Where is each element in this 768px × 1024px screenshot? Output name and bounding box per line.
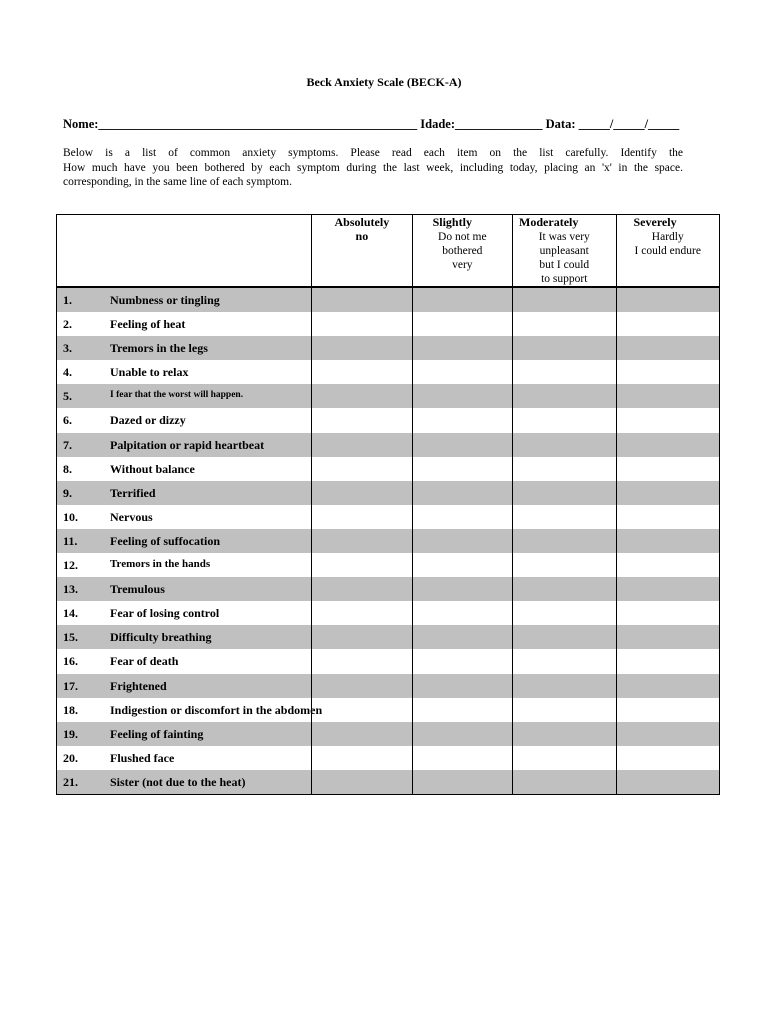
patient-info-fields[interactable]: Nome:___________________________________________________ Idade:______________ Data: _____/_____/_____ (63, 117, 680, 131)
item-number: 10. (63, 509, 78, 524)
answer-cell-severely[interactable] (616, 433, 720, 457)
answer-cell-severely[interactable] (616, 746, 720, 770)
symptom-cell (57, 529, 312, 553)
item-number: 3. (63, 341, 72, 356)
symptom-cell (57, 287, 312, 312)
answer-cell-severely[interactable] (616, 457, 720, 481)
answer-cell-severely[interactable] (616, 408, 720, 432)
header-slightly (412, 215, 512, 288)
symptom-cell (57, 505, 312, 529)
header-title: Severely (633, 215, 677, 229)
item-number: 6. (63, 413, 72, 428)
answer-cell-moderately[interactable] (513, 553, 616, 577)
answer-cell-slightly[interactable] (412, 433, 512, 457)
symptom-label: Difficulty breathing (110, 630, 212, 645)
answer-cell-severely[interactable] (616, 625, 720, 649)
instructions-line-1: Below is a list of common anxiety symptoms. Please read each item on the list carefully. Identify the (63, 147, 683, 159)
answer-cell-moderately[interactable] (513, 770, 616, 795)
answer-cell-absolutely-no[interactable] (312, 287, 412, 312)
item-number: 8. (63, 461, 72, 476)
answer-cell-slightly[interactable] (412, 625, 512, 649)
header-title: Moderately (519, 215, 579, 229)
answer-cell-moderately[interactable] (513, 408, 616, 432)
symptom-cell (57, 336, 312, 360)
answer-cell-slightly[interactable] (412, 601, 512, 625)
answer-cell-severely[interactable] (616, 336, 720, 360)
answer-cell-slightly[interactable] (412, 553, 512, 577)
symptom-cell (57, 577, 312, 601)
item-number: 9. (63, 485, 72, 500)
answer-cell-severely[interactable] (616, 553, 720, 577)
item-number: 16. (63, 654, 78, 669)
symptom-label: Feeling of fainting (110, 726, 204, 741)
table-row (57, 312, 720, 336)
answer-cell-slightly[interactable] (412, 312, 512, 336)
symptom-label: Terrified (110, 485, 156, 500)
header-sub: unpleasant (539, 245, 589, 257)
table-row (57, 625, 720, 649)
answer-cell-absolutely-no[interactable] (312, 529, 412, 553)
table-row (57, 577, 720, 601)
answer-cell-absolutely-no[interactable] (312, 698, 412, 722)
answer-cell-moderately[interactable] (513, 746, 616, 770)
answer-cell-absolutely-no[interactable] (312, 553, 412, 577)
item-number: 11. (63, 533, 78, 548)
table-row (57, 457, 720, 481)
table-row (57, 746, 720, 770)
symptom-label: I fear that the worst will happen. (110, 390, 244, 401)
item-number: 7. (63, 437, 72, 452)
answer-cell-moderately[interactable] (513, 698, 616, 722)
header-sub: Do not me (438, 231, 487, 243)
item-number: 14. (63, 606, 78, 621)
item-number: 18. (63, 702, 78, 717)
symptom-label: Dazed or dizzy (110, 413, 186, 428)
item-number: 5. (63, 389, 72, 404)
answer-cell-severely[interactable] (616, 698, 720, 722)
item-number: 12. (63, 558, 78, 573)
item-number: 17. (63, 678, 78, 693)
symptom-label: Tremors in the hands (110, 558, 211, 571)
answer-cell-moderately[interactable] (513, 601, 616, 625)
header-title: Slightly (432, 215, 472, 229)
instructions (63, 146, 683, 190)
symptom-label: Frightened (110, 678, 167, 693)
symptom-label: Fear of losing control (110, 606, 220, 621)
symptom-cell (57, 481, 312, 505)
header-sub: Hardly (651, 231, 684, 243)
table-row (57, 649, 720, 673)
answer-cell-absolutely-no[interactable] (312, 312, 412, 336)
item-number: 1. (63, 293, 72, 307)
answer-cell-severely[interactable] (616, 674, 720, 698)
table-row (57, 770, 720, 795)
symptom-cell (57, 384, 312, 408)
answer-cell-moderately[interactable] (513, 481, 616, 505)
answer-cell-moderately[interactable] (513, 287, 616, 312)
table-row (57, 722, 720, 746)
table-row (57, 408, 720, 432)
table-row (57, 698, 720, 722)
answer-cell-slightly[interactable] (412, 674, 512, 698)
answer-cell-severely[interactable] (616, 312, 720, 336)
answer-cell-severely[interactable] (616, 649, 720, 673)
page-title: Beck Anxiety Scale (BECK-A) (306, 75, 462, 89)
answer-cell-absolutely-no[interactable] (312, 505, 412, 529)
header-sub: I could endure (634, 245, 701, 257)
table-row (57, 433, 720, 457)
symptom-cell (57, 408, 312, 432)
answer-cell-absolutely-no[interactable] (312, 577, 412, 601)
answer-cell-moderately[interactable] (513, 625, 616, 649)
answer-cell-severely[interactable] (616, 577, 720, 601)
answer-cell-slightly[interactable] (412, 336, 512, 360)
symptom-cell (57, 674, 312, 698)
symptom-cell (57, 770, 312, 795)
answer-cell-slightly[interactable] (412, 746, 512, 770)
answer-cell-slightly[interactable] (412, 577, 512, 601)
answer-cell-moderately[interactable] (513, 384, 616, 408)
table-row (57, 481, 720, 505)
answer-cell-slightly[interactable] (412, 457, 512, 481)
answer-cell-absolutely-no[interactable] (312, 674, 412, 698)
item-number: 21. (63, 774, 78, 789)
answer-cell-absolutely-no[interactable] (312, 433, 412, 457)
symptom-table (56, 214, 720, 795)
answer-cell-slightly[interactable] (412, 529, 512, 553)
answer-cell-slightly[interactable] (412, 481, 512, 505)
header-sub: to support (541, 273, 588, 285)
answer-cell-moderately[interactable] (513, 312, 616, 336)
header-absolutely-no (312, 215, 412, 288)
item-number: 2. (63, 317, 72, 332)
answer-cell-severely[interactable] (616, 770, 720, 795)
symptom-cell (57, 649, 312, 673)
answer-cell-moderately[interactable] (513, 649, 616, 673)
answer-cell-moderately[interactable] (513, 529, 616, 553)
symptom-cell (57, 746, 312, 770)
answer-cell-slightly[interactable] (412, 408, 512, 432)
header-sub: It was very (538, 231, 590, 243)
answer-cell-absolutely-no[interactable] (312, 625, 412, 649)
table-row (57, 336, 720, 360)
symptom-cell (57, 312, 312, 336)
answer-cell-slightly[interactable] (412, 698, 512, 722)
symptom-cell (57, 457, 312, 481)
header-sub: but I could (539, 259, 590, 271)
answer-cell-slightly[interactable] (412, 287, 512, 312)
symptom-label: Feeling of suffocation (110, 533, 220, 548)
symptom-label: Flushed face (110, 750, 175, 765)
symptom-label: Feeling of heat (110, 317, 186, 332)
header-title: Absolutely (334, 215, 390, 229)
answer-cell-moderately[interactable] (513, 433, 616, 457)
symptom-label: Tremors in the legs (110, 341, 208, 356)
answer-cell-absolutely-no[interactable] (312, 408, 412, 432)
symptom-label: Nervous (110, 509, 153, 524)
symptom-cell (57, 360, 312, 384)
symptom-label: Unable to relax (110, 365, 189, 380)
item-number: 13. (63, 582, 78, 597)
symptom-label: Fear of death (110, 654, 179, 669)
symptom-cell (57, 722, 312, 746)
answer-cell-absolutely-no[interactable] (312, 649, 412, 673)
answer-cell-moderately[interactable] (513, 577, 616, 601)
answer-cell-absolutely-no[interactable] (312, 457, 412, 481)
answer-cell-absolutely-no[interactable] (312, 384, 412, 408)
table-row (57, 674, 720, 698)
symptom-label: Sister (not due to the heat) (110, 774, 246, 789)
answer-cell-severely[interactable] (616, 505, 720, 529)
answer-cell-slightly[interactable] (412, 770, 512, 795)
table-row (57, 384, 720, 408)
symptom-label: Indigestion or discomfort in the abdomen (110, 702, 323, 717)
answer-cell-absolutely-no[interactable] (312, 481, 412, 505)
symptom-cell (57, 698, 323, 722)
symptom-cell (57, 601, 312, 625)
answer-cell-severely[interactable] (616, 529, 720, 553)
instructions-line-3: corresponding, in the same line of each symptom. (63, 176, 292, 188)
answer-cell-moderately[interactable] (513, 457, 616, 481)
answer-cell-moderately[interactable] (513, 722, 616, 746)
symptom-cell (57, 553, 312, 577)
item-number: 4. (63, 365, 72, 380)
table-row (57, 529, 720, 553)
answer-cell-absolutely-no[interactable] (312, 770, 412, 795)
symptom-label: Palpitation or rapid heartbeat (110, 437, 265, 452)
item-number: 19. (63, 726, 78, 741)
header-sub: bothered (442, 245, 483, 257)
symptom-label: Without balance (110, 461, 195, 476)
table-header-row (57, 215, 720, 288)
answer-cell-severely[interactable] (616, 481, 720, 505)
table-row (57, 553, 720, 577)
item-number: 15. (63, 630, 78, 645)
symptom-cell (57, 625, 312, 649)
answer-cell-absolutely-no[interactable] (312, 360, 412, 384)
header-symptom (57, 215, 312, 288)
answer-cell-severely[interactable] (616, 384, 720, 408)
answer-cell-slightly[interactable] (412, 384, 512, 408)
table-row (57, 601, 720, 625)
answer-cell-severely[interactable] (616, 287, 720, 312)
answer-cell-absolutely-no[interactable] (312, 336, 412, 360)
answer-cell-moderately[interactable] (513, 505, 616, 529)
answer-cell-absolutely-no[interactable] (312, 722, 412, 746)
header-title-2: no (355, 229, 369, 243)
table-row (57, 287, 720, 312)
answer-cell-moderately[interactable] (513, 360, 616, 384)
answer-cell-absolutely-no[interactable] (312, 746, 412, 770)
symptom-label: Numbness or tingling (110, 293, 220, 307)
instructions-line-2: How much have you been bothered by each symptom during the last week, including today, placing an 'x' in the space. (63, 161, 683, 174)
symptom-label: Tremulous (110, 582, 165, 597)
answer-cell-slightly[interactable] (412, 360, 512, 384)
answer-cell-slightly[interactable] (412, 649, 512, 673)
answer-cell-moderately[interactable] (513, 674, 616, 698)
header-sub: very (452, 259, 473, 271)
table-row (57, 360, 720, 384)
symptom-cell (57, 433, 312, 457)
answer-cell-moderately[interactable] (513, 336, 616, 360)
answer-cell-severely[interactable] (616, 360, 720, 384)
answer-cell-severely[interactable] (616, 722, 720, 746)
header-severely (616, 215, 720, 288)
header-moderately (513, 215, 616, 288)
answer-cell-slightly[interactable] (412, 505, 512, 529)
item-number: 20. (63, 750, 78, 765)
answer-cell-absolutely-no[interactable] (312, 601, 412, 625)
answer-cell-severely[interactable] (616, 601, 720, 625)
table-row (57, 505, 720, 529)
answer-cell-slightly[interactable] (412, 722, 512, 746)
